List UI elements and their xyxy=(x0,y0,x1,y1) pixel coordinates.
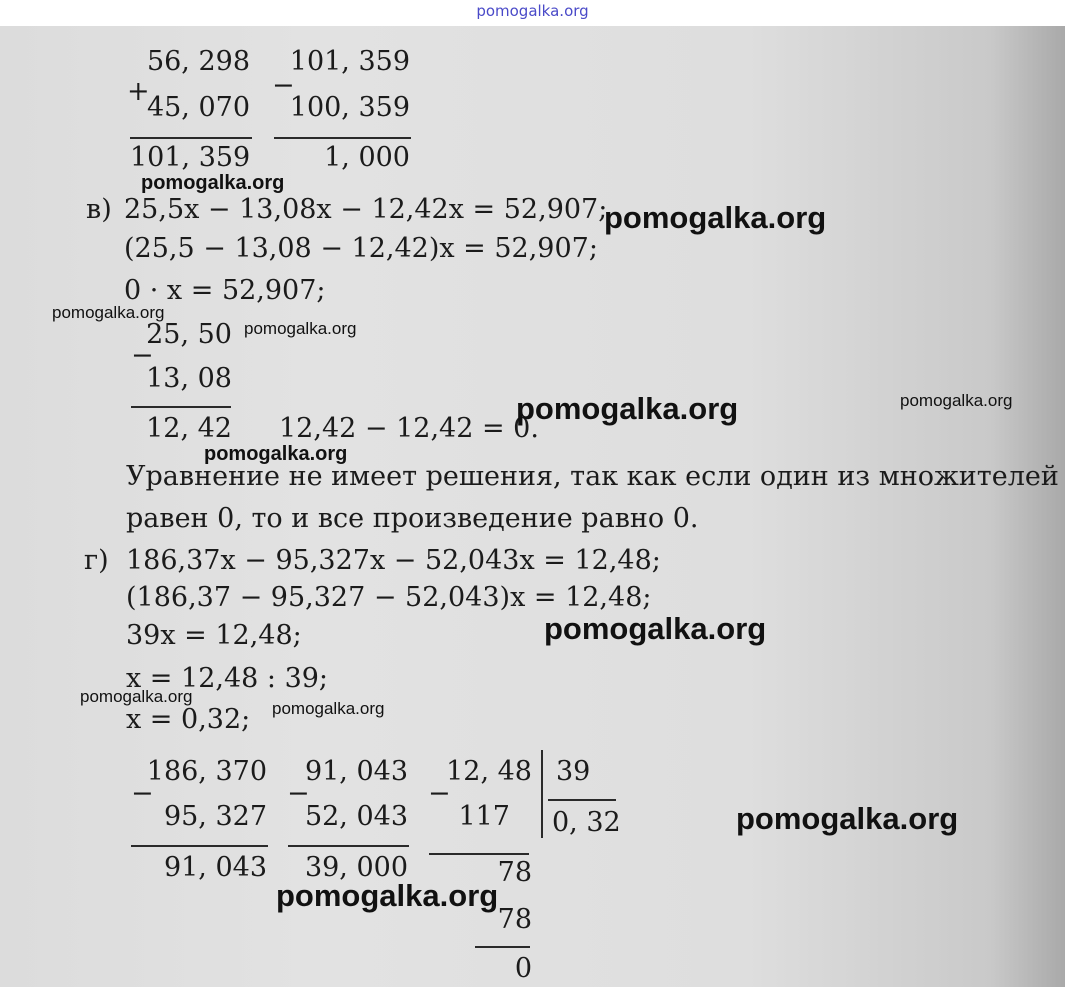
sub-sign: − xyxy=(272,70,295,101)
part-v-check: 12,42 − 12,42 = 0. xyxy=(279,413,539,444)
part-v-col-line xyxy=(131,406,231,408)
g-sub1-a: 186, 370 xyxy=(146,756,267,787)
site-header[interactable]: pomogalka.org xyxy=(476,2,589,20)
watermark: pomogalka.org xyxy=(52,303,165,322)
part-v-label: в) xyxy=(86,194,112,225)
g-sub1-b: 95, 327 xyxy=(163,801,267,832)
watermark: pomogalka.org xyxy=(272,699,385,718)
g-div-vertical-bar xyxy=(541,750,543,838)
part-v-line-3: 0 · x = 52,907; xyxy=(124,275,326,306)
part-g-line-1: 186,37x − 95,327x − 52,043x = 12,48; xyxy=(126,545,661,576)
g-div-quotient-line xyxy=(548,799,616,801)
watermark: pomogalka.org xyxy=(516,391,739,426)
watermark: pomogalka.org xyxy=(604,200,827,235)
part-v-conclusion-2: равен 0, то и все произведение равно 0. xyxy=(126,503,699,534)
part-v-col-a: 25, 50 xyxy=(146,319,232,350)
g-div-sub: 117 xyxy=(458,801,510,832)
part-v-line-1: 25,5x − 13,08x − 12,42x = 52,907; xyxy=(124,194,608,225)
watermark: pomogalka.org xyxy=(244,319,357,338)
part-v-conclusion-1: Уравнение не имеет решения, так как если один из множителей xyxy=(126,461,1059,492)
g-div-sign: − xyxy=(428,778,451,809)
add-sign: + xyxy=(127,76,150,107)
sub-result-line xyxy=(274,137,411,139)
g-div-rem1: 78 xyxy=(497,857,532,888)
part-v-col-sign: − xyxy=(131,340,154,371)
g-div-line-2 xyxy=(475,946,530,948)
part-v-line-2: (25,5 − 13,08 − 12,42)x = 52,907; xyxy=(124,233,598,264)
g-div-dividend: 12, 48 xyxy=(446,756,532,787)
watermark: pomogalka.org xyxy=(544,611,767,646)
sub-result: 1, 000 xyxy=(324,142,410,173)
part-g-line-2: (186,37 − 95,327 − 52,043)x = 12,48; xyxy=(126,582,652,613)
add-operand-a: 56, 298 xyxy=(146,46,250,77)
g-div-quotient: 0, 32 xyxy=(552,807,621,838)
part-v-col-b: 13, 08 xyxy=(146,363,232,394)
g-sub2-result: 39, 000 xyxy=(304,852,408,883)
g-sub2-a: 91, 043 xyxy=(304,756,408,787)
part-v-col-result: 12, 42 xyxy=(146,413,232,444)
watermark: pomogalka.org xyxy=(80,687,193,706)
watermark: pomogalka.org xyxy=(276,878,499,913)
g-sub1-line xyxy=(131,845,268,847)
textbook-page xyxy=(0,26,1065,987)
part-g-label: г) xyxy=(84,545,109,576)
g-div-sub2: 78 xyxy=(497,904,532,935)
part-g-line-3: 39x = 12,48; xyxy=(126,620,302,651)
g-div-divisor: 39 xyxy=(556,756,591,787)
part-g-line-5: x = 0,32; xyxy=(126,704,251,735)
add-result: 101, 359 xyxy=(130,142,251,173)
watermark: pomogalka.org xyxy=(900,391,1013,410)
g-sub2-b: 52, 043 xyxy=(304,801,408,832)
sub-operand-a: 101, 359 xyxy=(289,46,410,77)
g-sub2-sign: − xyxy=(287,778,310,809)
g-sub2-line xyxy=(288,845,409,847)
sub-operand-b: 100, 359 xyxy=(289,92,410,123)
part-g-line-4: x = 12,48 : 39; xyxy=(126,663,329,694)
watermark: pomogalka.org xyxy=(736,801,959,836)
g-div-rem2: 0 xyxy=(514,953,532,984)
g-div-line-1 xyxy=(429,853,529,855)
g-sub1-result: 91, 043 xyxy=(163,852,267,883)
watermark: pomogalka.org xyxy=(204,443,348,465)
g-sub1-sign: − xyxy=(131,778,154,809)
add-result-line xyxy=(130,137,252,139)
watermark: pomogalka.org xyxy=(141,172,285,194)
add-operand-b: 45, 070 xyxy=(146,92,250,123)
